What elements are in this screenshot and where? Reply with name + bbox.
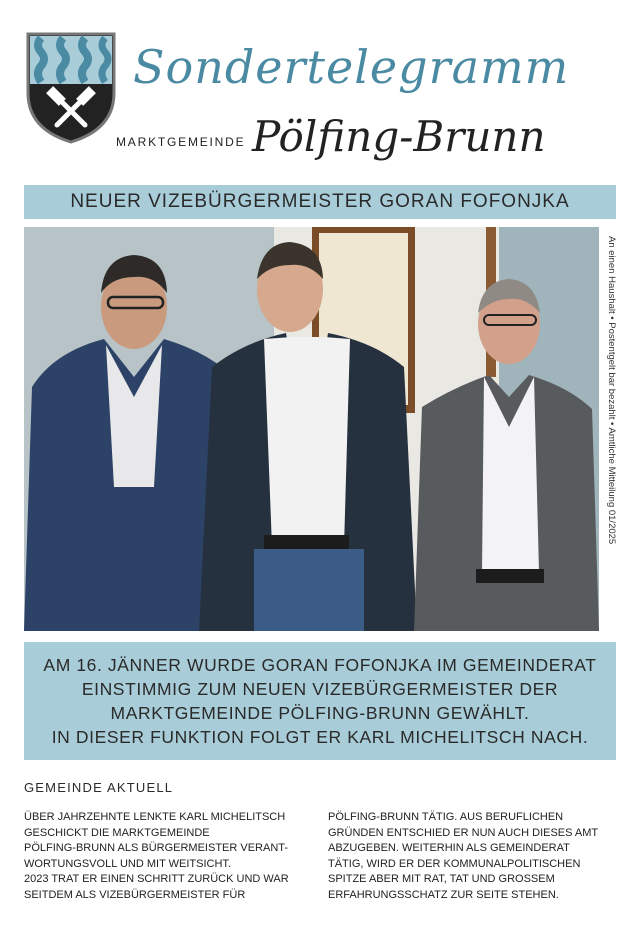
body-line: ABZUGEBEN. WEITERHIN ALS GEMEINDERAT [328,842,570,854]
body-line: GESCHICKT DIE MARKTGEMEINDE [24,826,210,839]
headline: NEUER VIZEBÜRGERMEISTER GORAN FOFONJKA [70,191,570,212]
headline-bar [24,185,616,219]
masthead-label: MARKTGEMEINDE [116,135,246,149]
body-line: SPITZE ABER MIT RAT, TAT UND GROSSEM [328,873,555,885]
lead-line: MARKTGEMEINDE PÖLFING-BRUNN GEWÄHLT. [110,703,530,723]
group-photo [24,227,599,631]
body-line: SEITDEM ALS VIZEBÜRGERMEISTER FÜR [24,888,246,901]
body-line: ÜBER JAHRZEHNTE LENKTE KARL MICHELITSCH [24,811,286,823]
lead-line: EINSTIMMIG ZUM NEUEN VIZEBÜRGERMEISTER DER [81,679,559,699]
body-line: TÄTIG, WIRD ER DER KOMMUNALPOLITISCHEN [328,857,581,870]
body-line: PÖLFING-BRUNN ALS BÜRGERMEISTER VERANT- [24,842,289,854]
body-line: PÖLFING-BRUNN TÄTIG. AUS BERUFLICHEN [328,811,564,823]
body-line: ERFAHRUNGSSCHATZ ZUR SEITE STEHEN. [328,888,559,901]
postal-note [602,236,620,566]
postal-note-text: An einen Haushalt • Postentgelt bar bezahlt • Amtliche Mitteilung 01/2025 [606,236,617,545]
body-column-2 [328,810,598,903]
lead-box [24,642,616,760]
body-line: GRÜNDEN ENTSCHIED ER NUN AUCH DIESES AMT [328,826,599,839]
section-label: GEMEINDE AKTUELL [24,780,174,795]
body-line: 2023 TRAT ER EINEN SCHRITT ZURÜCK UND WAR [24,873,289,885]
masthead-title: Sondertelegramm [133,40,570,94]
municipal-crest-icon [25,31,117,145]
body-line: WORTUNGSVOLL UND MIT WEITSICHT. [24,857,231,870]
body-column-1 [24,810,289,903]
masthead-town: Pölfing-Brunn [252,112,546,161]
lead-line: AM 16. JÄNNER WURDE GORAN FOFONJKA IM GEMEINDERAT [43,655,597,675]
lead-line: IN DIESER FUNKTION FOLGT ER KARL MICHELITSCH NACH. [51,727,589,747]
